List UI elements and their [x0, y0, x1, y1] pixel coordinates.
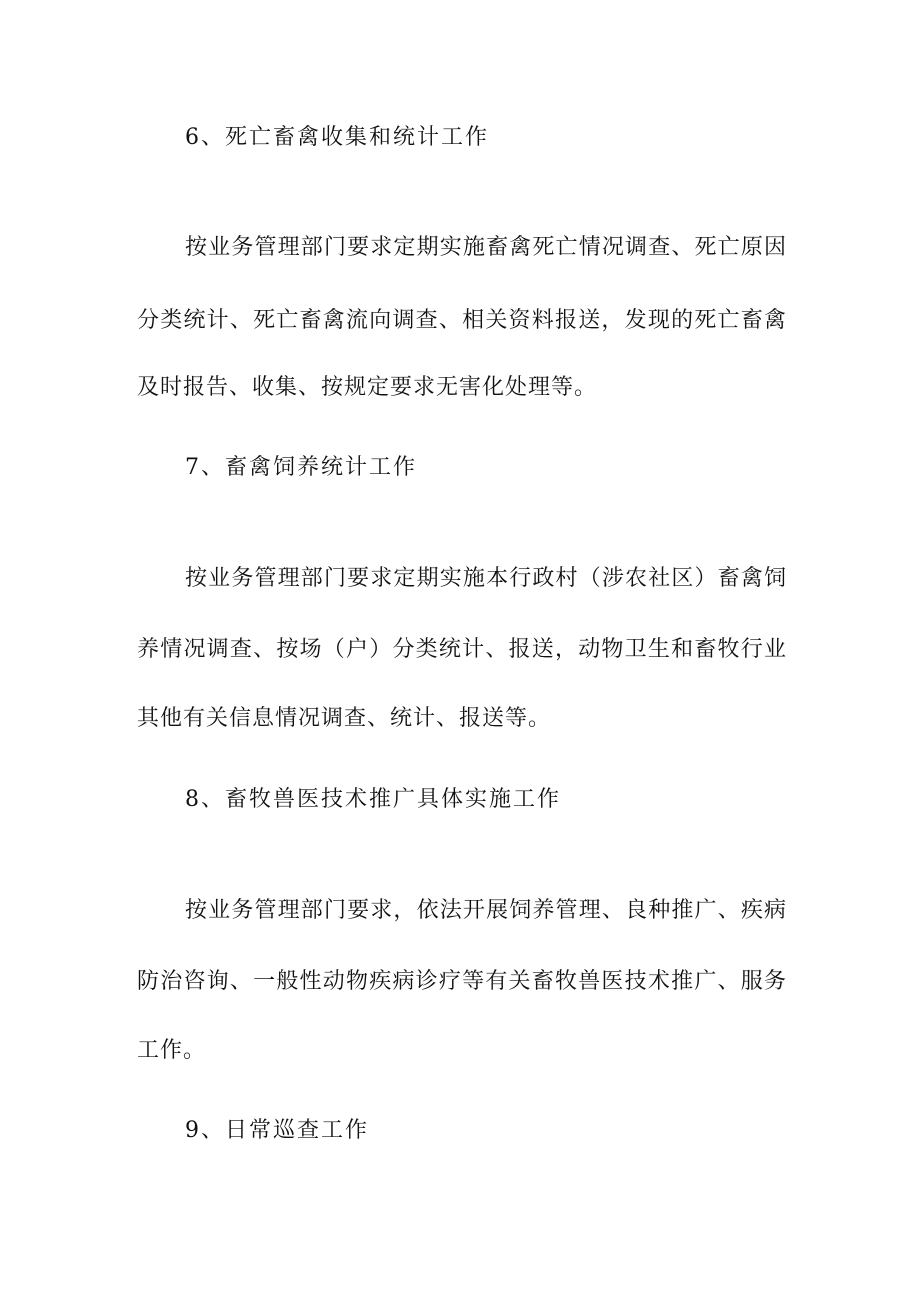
section-7-paragraph-line-2: 养情况调查、按场（户）分类统计、报送，动物卫生和畜牧行业	[137, 637, 787, 662]
section-7-heading: 7、畜禽饲养统计工作	[185, 455, 417, 480]
section-8-paragraph-line-2: 防治咨询、一般性动物疾病诊疗等有关畜牧兽医技术推广、服务	[137, 969, 787, 994]
section-6-paragraph-line-2: 分类统计、死亡畜禽流向调查、相关资料报送，发现的死亡畜禽	[137, 308, 787, 333]
section-6-heading: 6、死亡畜禽收集和统计工作	[185, 125, 489, 150]
section-9-heading: 9、日常巡查工作	[185, 1118, 369, 1143]
section-8-paragraph-line-3: 工作。	[137, 1038, 207, 1063]
section-6-paragraph-line-3: 及时报告、收集、按规定要求无害化处理等。	[137, 375, 598, 400]
section-7-paragraph-line-1: 按业务管理部门要求定期实施本行政村（涉农社区）畜禽饲	[185, 566, 787, 591]
section-7-paragraph-line-3: 其他有关信息情况调查、统计、报送等。	[137, 706, 552, 731]
section-8-heading: 8、畜牧兽医技术推广具体实施工作	[185, 787, 561, 812]
section-8-paragraph-line-1: 按业务管理部门要求，依法开展饲养管理、良种推广、疾病	[185, 898, 787, 923]
section-6-paragraph-line-1: 按业务管理部门要求定期实施畜禽死亡情况调查、死亡原因	[185, 235, 787, 260]
